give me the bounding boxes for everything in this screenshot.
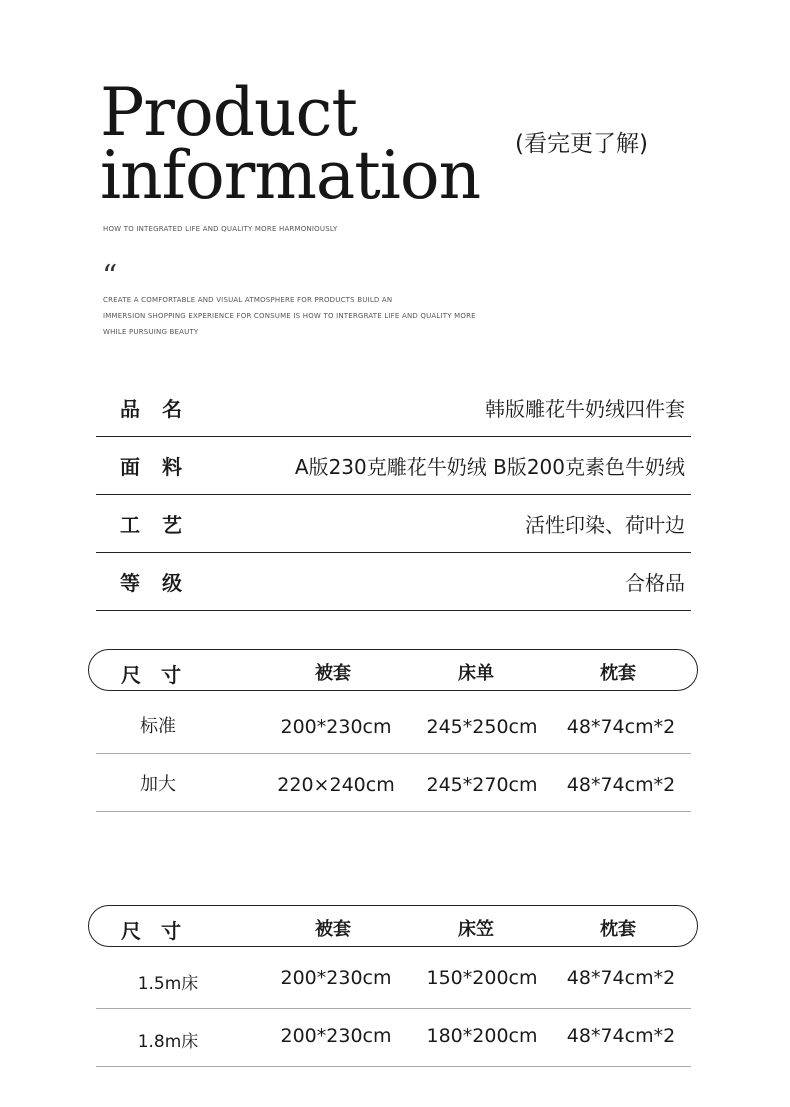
table-cell: 200*230cm <box>280 1025 392 1047</box>
info-value: 合格品 <box>625 571 685 595</box>
row-label: 加大 <box>140 774 176 795</box>
info-label: 品名 <box>120 397 204 421</box>
table-cell: 180*200cm <box>426 1025 538 1047</box>
title-line-2: information <box>100 137 481 214</box>
info-value: 韩版雕花牛奶绒四件套 <box>485 397 685 421</box>
size-header-label: 尺寸 <box>121 663 201 687</box>
info-row-grade <box>96 553 691 611</box>
table-row <box>96 951 691 1009</box>
tagline: HOW TO INTEGRATED LIFE AND QUALITY MORE HARMONIOUSLY <box>103 225 338 233</box>
table-row <box>96 1009 691 1067</box>
quote-mark-icon: “ <box>102 259 118 294</box>
info-label: 面料 <box>120 455 204 479</box>
row-label: 标准 <box>140 716 176 737</box>
table-cell: 150*200cm <box>426 967 538 989</box>
column-header: 枕套 <box>600 663 636 684</box>
table-cell: 48*74cm*2 <box>566 1025 676 1047</box>
info-row-craft <box>96 495 691 553</box>
description-line-3: WHILE PURSUING BEAUTY <box>103 328 199 336</box>
table-cell: 48*74cm*2 <box>566 716 676 738</box>
size-table-header <box>88 905 698 947</box>
table-cell: 245*270cm <box>426 774 538 796</box>
description-line-1: CREATE A COMFORTABLE AND VISUAL ATMOSPHERE FOR PRODUCTS BUILD AN <box>103 296 393 304</box>
info-label: 等级 <box>120 571 204 595</box>
info-value: A版230克雕花牛奶绒 B版200克素色牛奶绒 <box>294 455 685 479</box>
column-header: 床单 <box>458 663 494 684</box>
table-row <box>96 696 691 754</box>
table-cell: 200*230cm <box>280 716 392 738</box>
table-cell: 48*74cm*2 <box>566 774 676 796</box>
info-row-name <box>96 379 691 437</box>
info-label: 工艺 <box>120 513 204 537</box>
info-row-fabric <box>96 437 691 495</box>
row-label: 1.5m床 <box>137 974 199 994</box>
size-table-header <box>88 649 698 691</box>
row-label: 1.8m床 <box>137 1032 199 1052</box>
table-row <box>96 754 691 812</box>
table-cell: 200*230cm <box>280 967 392 989</box>
column-header: 被套 <box>315 663 351 684</box>
subtitle: (看完更了解) <box>515 131 648 157</box>
title-line-1: Product <box>100 74 357 151</box>
column-header: 床笠 <box>458 919 494 940</box>
column-header: 枕套 <box>600 919 636 940</box>
table-cell: 245*250cm <box>426 716 538 738</box>
table-cell: 220×240cm <box>277 774 395 796</box>
table-cell: 48*74cm*2 <box>566 967 676 989</box>
info-value: 活性印染、荷叶边 <box>525 513 685 537</box>
column-header: 被套 <box>315 919 351 940</box>
description-line-2: IMMERSION SHOPPING EXPERIENCE FOR CONSUME IS HOW TO INTERGRATE LIFE AND QUALITY MORE <box>103 312 476 320</box>
size-header-label: 尺寸 <box>121 919 201 943</box>
